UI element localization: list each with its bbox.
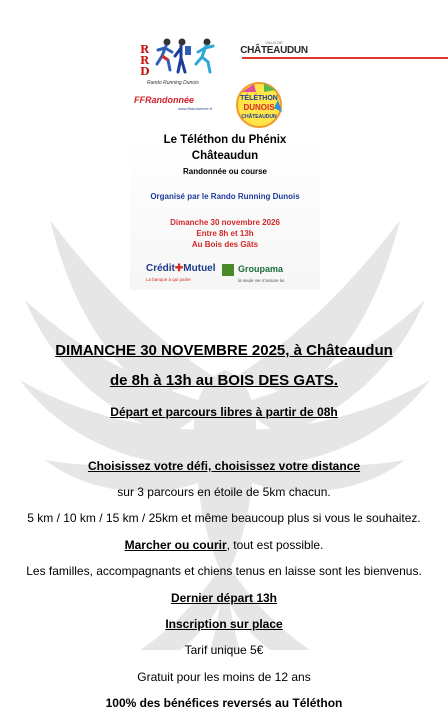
rando-running-dunois-logo <box>138 36 218 88</box>
hiker-icon <box>172 38 194 74</box>
price-info: Tarif unique 5€ <box>184 643 264 657</box>
ffrandonnee-url: www.ffrandonnee.fr <box>178 106 213 111</box>
walk-or-run-emphasis: Marcher ou courir <box>124 538 227 552</box>
flyer-organizer: Organisé par le Rando Running Dunois <box>150 192 300 201</box>
chateaudun-small: VILLE DE <box>265 40 283 45</box>
groupama-icon <box>222 264 234 276</box>
challenge-heading: Choisissez votre défi, choisissez votre distance <box>87 459 361 473</box>
credit-mutuel-name-b: Mutuel <box>183 263 216 274</box>
svg-text:TÉLÉTHON: TÉLÉTHON <box>240 95 278 102</box>
profits-info: 100% des bénéfices reversés au Téléthon <box>105 696 343 710</box>
event-hours-heading: de 8h à 13h au BOIS DES GATS. <box>109 372 339 389</box>
walk-or-run-rest: , tout est possible. <box>226 538 324 552</box>
flyer-subtitle: Randonnée ou course <box>182 167 267 176</box>
groupama-logo: Groupama <box>238 264 284 274</box>
flyer-hours: Entre 8h et 13h <box>196 229 254 238</box>
credit-mutuel-logo <box>146 263 216 274</box>
credit-mutuel-cross-icon: ✚ <box>174 263 184 274</box>
distances-info: 5 km / 10 km / 15 km / 25km et même beaucoup plus si vous le souhaitez. <box>27 511 421 525</box>
start-info: Départ et parcours libres à partir de 08h <box>110 405 338 419</box>
svg-text:CHÂTEAUDUN: CHÂTEAUDUN <box>241 114 277 120</box>
telethon-dunois-logo <box>234 80 284 130</box>
event-date-heading: DIMANCHE 30 NOVEMBRE 2025, à Châteaudun <box>55 342 393 359</box>
chateaudun-name: CHÂTEAUDUN <box>240 45 308 56</box>
svg-text:DUNOIS: DUNOIS <box>243 103 275 112</box>
credit-mutuel-tagline: La banque à qui parler <box>146 277 192 282</box>
chateaudun-underline <box>242 57 448 59</box>
event-flyer <box>130 28 320 290</box>
flyer-place: Au Bois des Gâts <box>191 240 259 249</box>
groupama-tagline: la seule vie n'assure lui <box>238 278 285 283</box>
routes-info: sur 3 parcours en étoile de 5km chacun. <box>117 485 331 499</box>
sprinter-icon <box>192 38 216 74</box>
rrd-caption: Rando Running Dunois <box>147 80 199 86</box>
registration-info: Inscription sur place <box>165 617 283 631</box>
credit-mutuel-name-a: Crédit <box>146 263 175 274</box>
flyer-date: Dimanche 30 novembre 2026 <box>170 218 280 227</box>
walk-or-run <box>0 538 448 552</box>
last-start: Dernier départ 13h <box>170 591 278 605</box>
welcome-info: Les familles, accompagnants et chiens tenus en laisse sont les bienvenus. <box>26 564 422 578</box>
flyer-title: Le Téléthon du Phénix <box>163 134 287 146</box>
chateaudun-logo <box>238 40 310 56</box>
flyer-city: Châteaudun <box>191 150 259 162</box>
rrd-letters: R R D <box>140 43 150 78</box>
ffrandonnee-logo: FFRandonnée <box>134 95 194 105</box>
free-under-12: Gratuit pour les moins de 12 ans <box>137 670 311 684</box>
